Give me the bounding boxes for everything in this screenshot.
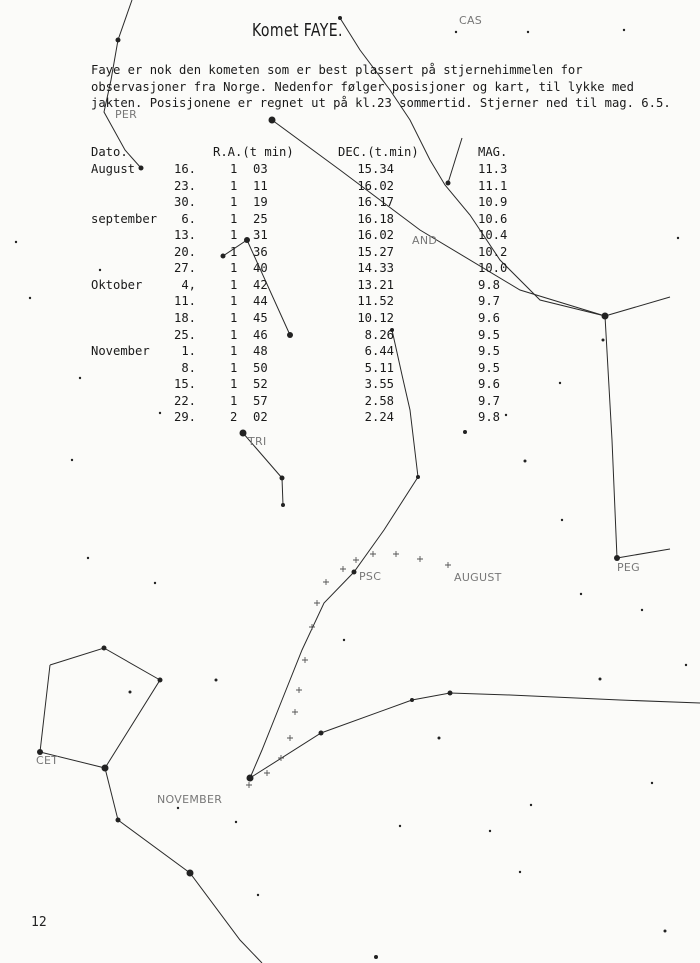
table-cell-ra-m: 50 (253, 360, 268, 375)
table-cell-ra-m: 03 (253, 162, 268, 176)
table-cell-dec: 16.02 (357, 228, 394, 243)
table-cell-day: 11. (173, 294, 196, 309)
table-cell-ra-h: 1 (230, 393, 238, 408)
table-cell-ra-h: 1 (230, 294, 238, 309)
header-ra: R.A.(t min) (213, 145, 294, 159)
table-cell-mag: 10.6 (478, 211, 508, 226)
table-cell-ra-h: 1 (230, 195, 238, 210)
header-mag: MAG. (478, 145, 508, 159)
table-cell-month: Oktober (91, 277, 143, 292)
table-cell-day: 4, (181, 277, 196, 292)
table-cell-mag: 9.6 (478, 310, 501, 325)
label-tri: TRI (248, 435, 267, 448)
table-cell-dec: 5.11 (364, 360, 394, 375)
table-cell-dec: 10.12 (357, 310, 394, 325)
header-dec: DEC.(t.min) (338, 145, 419, 159)
table-cell-dec: 16.18 (357, 211, 394, 226)
table-cell-mag: 10.2 (478, 244, 508, 259)
table-cell-ra-h: 1 (230, 344, 238, 359)
table-cell-ra-m: 46 (253, 327, 268, 342)
table-cell-day: 15. (173, 377, 196, 392)
table-cell-dec: 6.44 (364, 344, 394, 359)
table-cell-mag: 9.8 (478, 277, 501, 292)
table-cell-ra-h: 1 (230, 327, 238, 342)
table-cell-ra-h: 1 (230, 162, 238, 176)
table-cell-month: November (91, 344, 150, 359)
table-cell-day: 27. (173, 261, 196, 276)
table-cell-dec: 3.55 (364, 377, 394, 392)
table-cell-ra-h: 1 (230, 360, 238, 375)
table-cell-ra-h: 1 (230, 277, 238, 292)
cet-line (40, 648, 160, 768)
peg-line (605, 297, 670, 316)
table-cell-mag: 9.5 (478, 327, 501, 342)
table-cell-day: 8. (181, 360, 196, 375)
table-cell-mag: 11.3 (478, 162, 508, 176)
table-cell-dec: 15.27 (357, 244, 394, 259)
peg-line-2 (605, 316, 670, 558)
table-cell-dec: 11.52 (357, 294, 394, 309)
table-cell-ra-m: 48 (253, 344, 268, 359)
table-cell-day: 20. (173, 244, 196, 259)
label-november: NOVEMBER (157, 793, 223, 806)
table-cell-dec: 14.33 (357, 261, 394, 276)
table-cell-ra-m: 57 (253, 393, 268, 408)
header-date: Dato. (91, 145, 128, 159)
intro-paragraph: Faye er nok den kometen som er best plassert på stjernehimmelen for observasjoner fra Norge. Nedenfor følger posisjoner og kart, til lykke med jakten. Posisjonene er regnet ut på kl.23 sommertid. Stjerner ned til mag. 6.5. (91, 63, 671, 110)
table-cell-ra-m: 36 (253, 244, 268, 259)
table-cell-dec: 13.21 (357, 277, 394, 292)
table-cell-ra-h: 1 (230, 377, 238, 392)
table-cell-mag: 11.1 (478, 178, 508, 193)
and-line (272, 120, 605, 316)
psc-line-2 (250, 693, 700, 778)
table-cell-day: 29. (173, 410, 196, 425)
table-cell-month: september (91, 211, 158, 226)
label-august: AUGUST (454, 571, 502, 584)
table-cell-ra-h: 1 (230, 310, 238, 325)
table-cell-dec: 16.02 (357, 178, 394, 193)
table-cell-ra-h: 2 (230, 410, 238, 425)
table-cell-ra-m: 42 (253, 277, 268, 292)
table-cell-ra-m: 25 (253, 211, 268, 226)
table-cell-day: 13. (173, 228, 196, 243)
table-cell-month: August (91, 162, 136, 176)
label-per: PER (115, 108, 138, 121)
table-cell-ra-m: 11 (253, 178, 268, 193)
cas-line-3 (448, 138, 462, 183)
table-cell-mag: 10.4 (478, 228, 508, 243)
page-number: 12 (31, 915, 47, 930)
table-cell-day: 18. (173, 310, 196, 325)
table-cell-mag: 10.9 (478, 195, 508, 210)
table-cell-ra-m: 31 (253, 228, 268, 243)
table-cell-ra-h: 1 (230, 211, 238, 226)
table-cell-day: 6. (181, 211, 196, 226)
table-cell-mag: 9.5 (478, 360, 501, 375)
table-cell-ra-m: 44 (253, 294, 268, 309)
table-cell-ra-h: 1 (230, 244, 238, 259)
table-cell-day: 22. (173, 393, 196, 408)
table-cell-mag: 10.0 (478, 261, 508, 276)
label-cas: CAS (459, 14, 483, 27)
table-cell-ra-h: 1 (230, 261, 238, 276)
table-cell-ra-m: 45 (253, 310, 268, 325)
table-cell-day: 23. (173, 178, 196, 193)
table-cell-mag: 9.5 (478, 344, 501, 359)
comet-path-markers (246, 551, 451, 788)
table-cell-ra-m: 02 (253, 410, 268, 425)
table-cell-day: 16. (173, 162, 196, 176)
table-cell-ra-h: 1 (230, 178, 238, 193)
table-cell-ra-m: 52 (253, 377, 268, 392)
page-title: Komet FAYE. (252, 20, 343, 41)
table-cell-day: 1. (181, 344, 196, 359)
label-cet: CET (36, 754, 59, 767)
table-cell-ra-m: 19 (253, 195, 268, 210)
table-cell-dec: 2.58 (364, 393, 394, 408)
table-cell-dec: 8.26 (364, 327, 394, 342)
label-and: AND (412, 234, 438, 247)
table-cell-dec: 16.17 (357, 195, 394, 210)
table-cell-dec: 2.24 (364, 410, 394, 425)
table-cell-ra-h: 1 (230, 228, 238, 243)
table-cell-ra-m: 40 (253, 261, 268, 276)
table-cell-day: 25. (173, 327, 196, 342)
table-cell-mag: 9.6 (478, 377, 501, 392)
table-cell-mag: 9.8 (478, 410, 501, 425)
label-psc: PSC (359, 570, 382, 583)
table-cell-dec: 15.34 (357, 162, 394, 176)
table-cell-mag: 9.7 (478, 393, 501, 408)
table-cell-day: 30. (173, 195, 196, 210)
table-cell-mag: 9.7 (478, 294, 501, 309)
label-peg: PEG (617, 561, 641, 574)
